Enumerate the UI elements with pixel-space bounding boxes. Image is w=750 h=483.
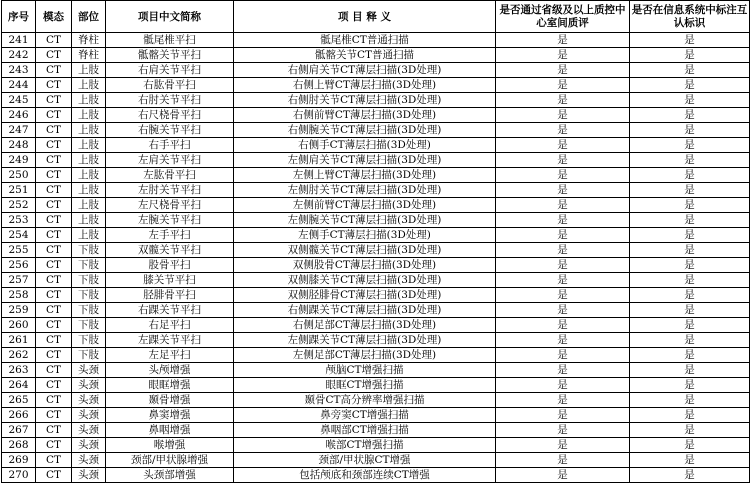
cell-part: 上肢 — [72, 93, 106, 108]
cell-desc: 左侧腕关节CT薄层扫描(3D处理) — [234, 213, 496, 228]
cell-name: 鼻窦增强 — [106, 408, 234, 423]
table-row — [2, 93, 750, 108]
cell-part: 上肢 — [72, 228, 106, 243]
cell-mutual: 是 — [630, 378, 750, 393]
table-row — [2, 63, 750, 78]
cell-name: 左肩关节平扫 — [106, 153, 234, 168]
cell-qc: 是 — [496, 318, 630, 333]
table-row — [2, 123, 750, 138]
cell-qc: 是 — [496, 93, 630, 108]
cell-qc: 是 — [496, 288, 630, 303]
cell-modality: CT — [36, 153, 72, 168]
cell-modality: CT — [36, 468, 72, 483]
table-row — [2, 33, 750, 48]
cell-modality: CT — [36, 423, 72, 438]
cell-qc: 是 — [496, 78, 630, 93]
cell-name: 左手平扫 — [106, 228, 234, 243]
cell-mutual: 是 — [630, 423, 750, 438]
header-mutual: 是否在信息系统中标注互认标识 — [630, 1, 750, 33]
cell-desc: 鼻咽部CT增强扫描 — [234, 423, 496, 438]
cell-qc: 是 — [496, 183, 630, 198]
cell-mutual: 是 — [630, 468, 750, 483]
cell-name: 右手平扫 — [106, 138, 234, 153]
cell-desc: 颞骨CT高分辨率增强扫描 — [234, 393, 496, 408]
table-row — [2, 393, 750, 408]
cell-desc: 包括颅底和颈部连续CT增强 — [234, 468, 496, 483]
cell-qc: 是 — [496, 423, 630, 438]
cell-modality: CT — [36, 198, 72, 213]
cell-seq: 248 — [2, 138, 36, 153]
cell-qc: 是 — [496, 48, 630, 63]
cell-part: 头颈 — [72, 468, 106, 483]
table-row — [2, 423, 750, 438]
cell-modality: CT — [36, 243, 72, 258]
cell-part: 下肢 — [72, 333, 106, 348]
cell-modality: CT — [36, 348, 72, 363]
cell-mutual: 是 — [630, 138, 750, 153]
cell-name: 颈部/甲状腺增强 — [106, 453, 234, 468]
cell-mutual: 是 — [630, 48, 750, 63]
cell-mutual: 是 — [630, 93, 750, 108]
cell-modality: CT — [36, 288, 72, 303]
header-name: 项目中文简称 — [106, 1, 234, 33]
cell-name: 鼻咽增强 — [106, 423, 234, 438]
header-part: 部位 — [72, 1, 106, 33]
cell-part: 上肢 — [72, 108, 106, 123]
cell-seq: 246 — [2, 108, 36, 123]
cell-part: 上肢 — [72, 213, 106, 228]
cell-desc: 骶髂关节CT普通扫描 — [234, 48, 496, 63]
cell-name: 右肘关节平扫 — [106, 93, 234, 108]
cell-desc: 左侧肩关节CT薄层扫描(3D处理) — [234, 153, 496, 168]
cell-seq: 254 — [2, 228, 36, 243]
table-row — [2, 453, 750, 468]
header-desc: 项 目 释 义 — [234, 1, 496, 33]
cell-seq: 265 — [2, 393, 36, 408]
cell-desc: 双侧髋关节CT薄层扫描(3D处理) — [234, 243, 496, 258]
cell-mutual: 是 — [630, 333, 750, 348]
cell-part: 头颈 — [72, 408, 106, 423]
cell-name: 颞骨增强 — [106, 393, 234, 408]
cell-seq: 258 — [2, 288, 36, 303]
cell-name: 骶髂关节平扫 — [106, 48, 234, 63]
cell-mutual: 是 — [630, 78, 750, 93]
cell-part: 下肢 — [72, 273, 106, 288]
cell-qc: 是 — [496, 228, 630, 243]
cell-name: 胫腓骨平扫 — [106, 288, 234, 303]
cell-qc: 是 — [496, 138, 630, 153]
cell-seq: 253 — [2, 213, 36, 228]
cell-seq: 264 — [2, 378, 36, 393]
cell-name: 左足平扫 — [106, 348, 234, 363]
table-row — [2, 78, 750, 93]
cell-mutual: 是 — [630, 453, 750, 468]
cell-desc: 右侧腕关节CT薄层扫描(3D处理) — [234, 123, 496, 138]
cell-mutual: 是 — [630, 258, 750, 273]
cell-part: 上肢 — [72, 138, 106, 153]
cell-part: 头颈 — [72, 423, 106, 438]
cell-name: 左肘关节平扫 — [106, 183, 234, 198]
cell-qc: 是 — [496, 393, 630, 408]
cell-seq: 256 — [2, 258, 36, 273]
cell-part: 上肢 — [72, 123, 106, 138]
cell-name: 头颅增强 — [106, 363, 234, 378]
cell-seq: 250 — [2, 168, 36, 183]
cell-mutual: 是 — [630, 63, 750, 78]
cell-part: 脊柱 — [72, 48, 106, 63]
table-row — [2, 213, 750, 228]
header-modality: 模态 — [36, 1, 72, 33]
cell-qc: 是 — [496, 348, 630, 363]
cell-part: 上肢 — [72, 63, 106, 78]
cell-modality: CT — [36, 438, 72, 453]
cell-desc: 双侧膝关节CT薄层扫描(3D处理) — [234, 273, 496, 288]
cell-mutual: 是 — [630, 348, 750, 363]
table-row — [2, 183, 750, 198]
table-row — [2, 363, 750, 378]
cell-qc: 是 — [496, 333, 630, 348]
cell-name: 左肱骨平扫 — [106, 168, 234, 183]
cell-qc: 是 — [496, 408, 630, 423]
cell-mutual: 是 — [630, 153, 750, 168]
cell-seq: 251 — [2, 183, 36, 198]
cell-seq: 255 — [2, 243, 36, 258]
cell-desc: 左侧足部CT薄层扫描(3D处理) — [234, 348, 496, 363]
table-header-row — [2, 1, 750, 33]
cell-part: 下肢 — [72, 303, 106, 318]
cell-modality: CT — [36, 183, 72, 198]
cell-desc: 左侧踝关节CT薄层扫描(3D处理) — [234, 333, 496, 348]
cell-name: 股骨平扫 — [106, 258, 234, 273]
cell-modality: CT — [36, 108, 72, 123]
table-row — [2, 318, 750, 333]
cell-name: 双髋关节平扫 — [106, 243, 234, 258]
table-row — [2, 243, 750, 258]
cell-desc: 右侧前臂CT薄层扫描(3D处理) — [234, 108, 496, 123]
cell-part: 头颈 — [72, 393, 106, 408]
cell-mutual: 是 — [630, 108, 750, 123]
cell-mutual: 是 — [630, 363, 750, 378]
cell-modality: CT — [36, 363, 72, 378]
cell-seq: 260 — [2, 318, 36, 333]
cell-qc: 是 — [496, 243, 630, 258]
cell-desc: 右侧足部CT薄层扫描(3D处理) — [234, 318, 496, 333]
table-row — [2, 258, 750, 273]
cell-mutual: 是 — [630, 408, 750, 423]
cell-seq: 257 — [2, 273, 36, 288]
cell-part: 下肢 — [72, 348, 106, 363]
cell-mutual: 是 — [630, 288, 750, 303]
cell-seq: 247 — [2, 123, 36, 138]
cell-modality: CT — [36, 303, 72, 318]
cell-desc: 左侧前臂CT薄层扫描(3D处理) — [234, 198, 496, 213]
cell-name: 右足平扫 — [106, 318, 234, 333]
cell-mutual: 是 — [630, 198, 750, 213]
cell-qc: 是 — [496, 33, 630, 48]
cell-seq: 270 — [2, 468, 36, 483]
cell-name: 头颈部增强 — [106, 468, 234, 483]
cell-part: 下肢 — [72, 243, 106, 258]
cell-modality: CT — [36, 273, 72, 288]
cell-modality: CT — [36, 333, 72, 348]
cell-qc: 是 — [496, 168, 630, 183]
ct-items-table — [1, 0, 750, 483]
cell-qc: 是 — [496, 363, 630, 378]
cell-seq: 243 — [2, 63, 36, 78]
cell-name: 眼眶增强 — [106, 378, 234, 393]
table-row — [2, 288, 750, 303]
cell-desc: 颅脑CT增强扫描 — [234, 363, 496, 378]
cell-desc: 右侧踝关节CT薄层扫描(3D处理) — [234, 303, 496, 318]
cell-name: 右肱骨平扫 — [106, 78, 234, 93]
table-row — [2, 153, 750, 168]
cell-modality: CT — [36, 78, 72, 93]
cell-desc: 左侧肘关节CT薄层扫描(3D处理) — [234, 183, 496, 198]
table-row — [2, 138, 750, 153]
cell-seq: 262 — [2, 348, 36, 363]
cell-desc: 双侧胫腓骨CT薄层扫描(3D处理) — [234, 288, 496, 303]
cell-seq: 241 — [2, 33, 36, 48]
cell-part: 头颈 — [72, 363, 106, 378]
cell-name: 右尺桡骨平扫 — [106, 108, 234, 123]
cell-part: 下肢 — [72, 258, 106, 273]
cell-seq: 244 — [2, 78, 36, 93]
cell-mutual: 是 — [630, 243, 750, 258]
cell-part: 下肢 — [72, 318, 106, 333]
cell-desc: 喉部CT增强扫描 — [234, 438, 496, 453]
cell-part: 脊柱 — [72, 33, 106, 48]
cell-seq: 252 — [2, 198, 36, 213]
header-seq: 序号 — [2, 1, 36, 33]
cell-seq: 249 — [2, 153, 36, 168]
table-row — [2, 48, 750, 63]
cell-seq: 269 — [2, 453, 36, 468]
cell-qc: 是 — [496, 468, 630, 483]
cell-modality: CT — [36, 393, 72, 408]
cell-qc: 是 — [496, 378, 630, 393]
cell-part: 上肢 — [72, 78, 106, 93]
cell-desc: 左侧上臂CT薄层扫描(3D处理) — [234, 168, 496, 183]
table-row — [2, 303, 750, 318]
cell-modality: CT — [36, 408, 72, 423]
cell-qc: 是 — [496, 258, 630, 273]
cell-desc: 眼眶CT增强扫描 — [234, 378, 496, 393]
cell-modality: CT — [36, 378, 72, 393]
cell-desc: 左侧手CT薄层扫描(3D处理) — [234, 228, 496, 243]
cell-seq: 267 — [2, 423, 36, 438]
cell-part: 下肢 — [72, 288, 106, 303]
table-row — [2, 378, 750, 393]
cell-modality: CT — [36, 93, 72, 108]
cell-desc: 骶尾椎CT普通扫描 — [234, 33, 496, 48]
cell-part: 上肢 — [72, 168, 106, 183]
cell-name: 膝关节平扫 — [106, 273, 234, 288]
cell-modality: CT — [36, 123, 72, 138]
cell-desc: 右侧上臂CT薄层扫描(3D处理) — [234, 78, 496, 93]
cell-modality: CT — [36, 228, 72, 243]
cell-seq: 263 — [2, 363, 36, 378]
cell-modality: CT — [36, 258, 72, 273]
cell-qc: 是 — [496, 123, 630, 138]
cell-name: 喉增强 — [106, 438, 234, 453]
cell-mutual: 是 — [630, 438, 750, 453]
table-row — [2, 108, 750, 123]
cell-modality: CT — [36, 138, 72, 153]
cell-desc: 右侧肘关节CT薄层扫描(3D处理) — [234, 93, 496, 108]
cell-name: 右肩关节平扫 — [106, 63, 234, 78]
cell-qc: 是 — [496, 438, 630, 453]
cell-modality: CT — [36, 63, 72, 78]
table-row — [2, 168, 750, 183]
table-row — [2, 228, 750, 243]
cell-part: 头颈 — [72, 453, 106, 468]
header-qc: 是否通过省级及以上质控中心室间质评 — [496, 1, 630, 33]
cell-qc: 是 — [496, 213, 630, 228]
table-row — [2, 438, 750, 453]
table-row — [2, 333, 750, 348]
cell-seq: 261 — [2, 333, 36, 348]
cell-desc: 右侧肩关节CT薄层扫描(3D处理) — [234, 63, 496, 78]
cell-seq: 242 — [2, 48, 36, 63]
cell-modality: CT — [36, 168, 72, 183]
cell-modality: CT — [36, 213, 72, 228]
cell-qc: 是 — [496, 63, 630, 78]
table-row — [2, 198, 750, 213]
cell-mutual: 是 — [630, 123, 750, 138]
cell-qc: 是 — [496, 198, 630, 213]
cell-name: 右踝关节平扫 — [106, 303, 234, 318]
cell-mutual: 是 — [630, 228, 750, 243]
cell-qc: 是 — [496, 153, 630, 168]
cell-desc: 颈部/甲状腺CT增强 — [234, 453, 496, 468]
table-row — [2, 468, 750, 483]
cell-seq: 268 — [2, 438, 36, 453]
cell-desc: 双侧股骨CT薄层扫描(3D处理) — [234, 258, 496, 273]
cell-mutual: 是 — [630, 213, 750, 228]
cell-name: 左尺桡骨平扫 — [106, 198, 234, 213]
cell-name: 右腕关节平扫 — [106, 123, 234, 138]
cell-part: 头颈 — [72, 378, 106, 393]
cell-modality: CT — [36, 453, 72, 468]
cell-part: 上肢 — [72, 183, 106, 198]
cell-name: 骶尾椎平扫 — [106, 33, 234, 48]
cell-mutual: 是 — [630, 33, 750, 48]
cell-desc: 鼻旁窦CT增强扫描 — [234, 408, 496, 423]
cell-qc: 是 — [496, 303, 630, 318]
cell-mutual: 是 — [630, 318, 750, 333]
cell-seq: 259 — [2, 303, 36, 318]
cell-modality: CT — [36, 318, 72, 333]
cell-seq: 266 — [2, 408, 36, 423]
table-row — [2, 273, 750, 288]
cell-part: 头颈 — [72, 438, 106, 453]
table-body — [2, 33, 750, 483]
cell-modality: CT — [36, 33, 72, 48]
table-row — [2, 408, 750, 423]
cell-modality: CT — [36, 48, 72, 63]
cell-part: 上肢 — [72, 198, 106, 213]
cell-qc: 是 — [496, 453, 630, 468]
cell-qc: 是 — [496, 108, 630, 123]
cell-qc: 是 — [496, 273, 630, 288]
cell-mutual: 是 — [630, 168, 750, 183]
cell-part: 上肢 — [72, 153, 106, 168]
cell-desc: 右侧手CT薄层扫描(3D处理) — [234, 138, 496, 153]
table-row — [2, 348, 750, 363]
cell-mutual: 是 — [630, 303, 750, 318]
cell-mutual: 是 — [630, 183, 750, 198]
cell-seq: 245 — [2, 93, 36, 108]
cell-mutual: 是 — [630, 273, 750, 288]
cell-mutual: 是 — [630, 393, 750, 408]
cell-name: 左腕关节平扫 — [106, 213, 234, 228]
cell-name: 左踝关节平扫 — [106, 333, 234, 348]
